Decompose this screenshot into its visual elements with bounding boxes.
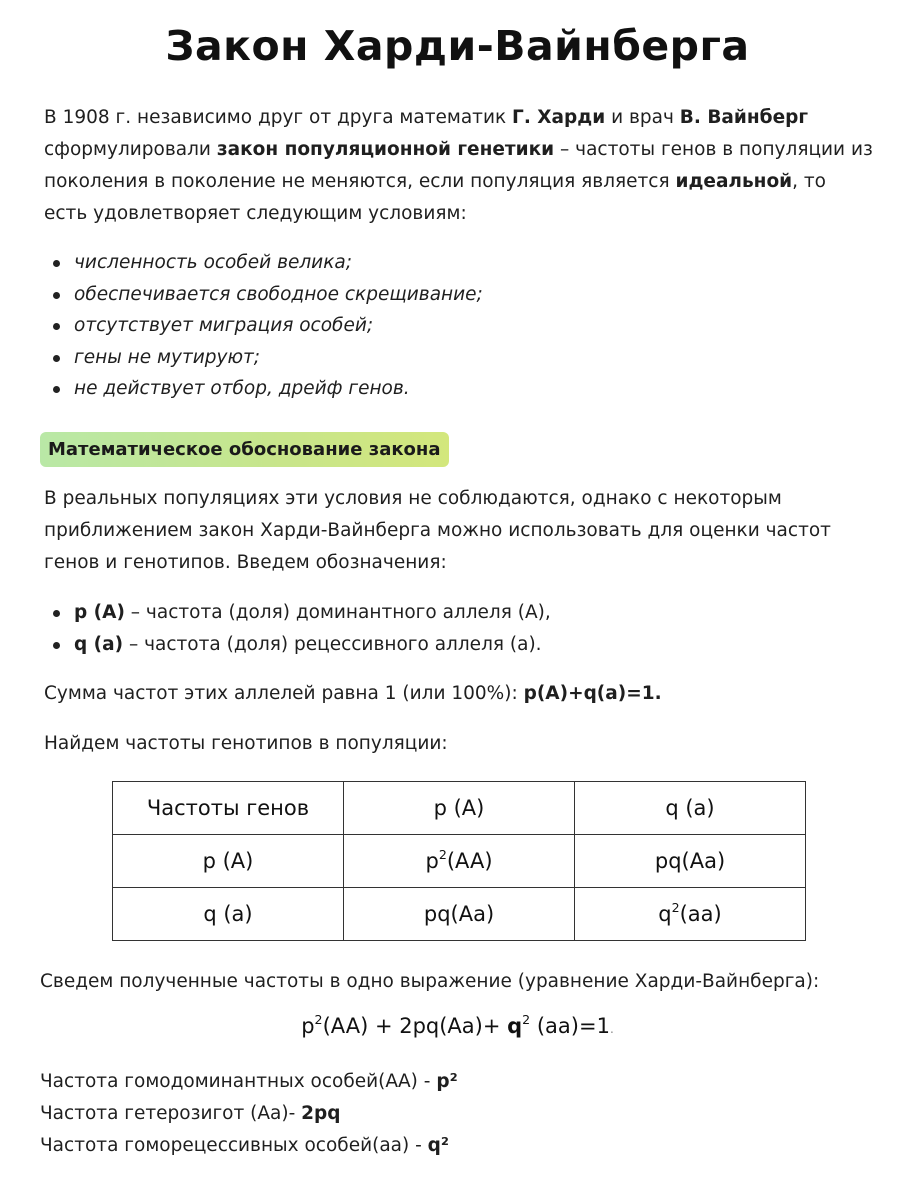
cell-base: p bbox=[425, 849, 439, 873]
sum-formula: p(A)+q(a)=1. bbox=[523, 683, 662, 704]
notation-list bbox=[44, 597, 551, 660]
cell-base: q bbox=[658, 902, 672, 926]
notation-symbol: p (A) bbox=[74, 602, 125, 623]
cell-superscript: 2 bbox=[438, 847, 447, 863]
frequency-text: Частота гоморецессивных особей(аа) - bbox=[40, 1135, 428, 1156]
table-cell: Частоты генов bbox=[113, 782, 344, 835]
heterozygote-frequency bbox=[40, 1098, 341, 1130]
intro-text: сформулировали bbox=[44, 139, 217, 160]
intro-bold-weinberg: В. Вайнберг bbox=[679, 107, 809, 128]
notation-text: – частота (доля) доминантного аллеля (А), bbox=[124, 602, 551, 623]
cell-genotype: (AA) bbox=[446, 849, 493, 873]
intro-text: , то есть удовлетворяет следующим условиям: bbox=[44, 171, 826, 224]
hardy-weinberg-equation bbox=[0, 1014, 915, 1038]
list-item: численность особей велика; bbox=[44, 247, 483, 279]
table-cell: q (a) bbox=[113, 888, 344, 941]
frequency-formula: p² bbox=[436, 1071, 458, 1092]
table-cell bbox=[575, 888, 806, 941]
table-cell: p (A) bbox=[344, 782, 575, 835]
list-item: не действует отбор, дрейф генов. bbox=[44, 373, 483, 405]
table-cell: p (A) bbox=[113, 835, 344, 888]
table-cell bbox=[344, 835, 575, 888]
sum-text: Сумма частот этих аллелей равна 1 (или 100%): bbox=[44, 683, 524, 704]
equation-superscript: 2 bbox=[522, 1012, 531, 1028]
intro-text: – частоты генов в популяции из поколения в поколение не меняются, если популяция является bbox=[44, 139, 873, 192]
frequency-text: Частота гетерозигот (Аа)- bbox=[40, 1103, 302, 1124]
equation-middle: (AA) + 2pq(Aa)+ bbox=[322, 1014, 508, 1038]
cell-genotype: (aa) bbox=[679, 902, 722, 926]
frequency-text: Частота гомодоминантных особей(АА) - bbox=[40, 1071, 437, 1092]
reality-paragraph: В реальных популяциях эти условия не соблюдаются, однако с некоторым приближением закон Харди-Вайнберга можно использовать для оценки частот генов и генотипов. Введем обозначения: bbox=[44, 488, 831, 573]
equation-p: p bbox=[301, 1014, 315, 1038]
homodominant-frequency bbox=[40, 1066, 458, 1098]
section-heading: Математическое обоснование закона bbox=[40, 432, 449, 467]
equation-end: (aa)=1 bbox=[530, 1014, 610, 1038]
list-item bbox=[44, 629, 551, 661]
table-cell: pq(Aa) bbox=[575, 835, 806, 888]
summary-line: Сведем полученные частоты в одно выражение (уравнение Харди-Вайнберга): bbox=[40, 971, 820, 992]
table-cell: q (a) bbox=[575, 782, 806, 835]
table-row bbox=[113, 782, 806, 835]
intro-paragraph bbox=[44, 102, 874, 230]
conditions-list bbox=[44, 247, 483, 405]
frequency-formula: 2pq bbox=[301, 1103, 341, 1124]
list-item bbox=[44, 597, 551, 629]
equation-dot: . bbox=[609, 1022, 614, 1036]
notation-text: – частота (доля) рецессивного аллеля (а). bbox=[123, 633, 542, 655]
intro-bold-hardy: Г. Харди bbox=[512, 107, 606, 128]
genotype-frequency-table bbox=[112, 781, 806, 941]
sum-line bbox=[44, 678, 874, 710]
equation-q: q bbox=[507, 1014, 523, 1038]
table-row bbox=[113, 835, 806, 888]
intro-text: В 1908 г. независимо друг от друга математик bbox=[44, 107, 513, 128]
page-title: Закон Харди-Вайнберга bbox=[165, 22, 750, 70]
homorecessive-frequency bbox=[40, 1130, 449, 1162]
intro-text: и врач bbox=[605, 107, 680, 128]
list-item: обеспечивается свободное скрещивание; bbox=[44, 279, 483, 311]
frequency-formula: q² bbox=[427, 1135, 450, 1156]
table-row bbox=[113, 888, 806, 941]
intro-bold-law: закон популяционной генетики bbox=[216, 139, 555, 160]
equation-superscript: 2 bbox=[314, 1012, 323, 1028]
intro-bold-ideal: идеальной bbox=[675, 171, 793, 192]
list-item: отсутствует миграция особей; bbox=[44, 310, 483, 342]
find-line: Найдем частоты генотипов в популяции: bbox=[44, 733, 448, 754]
cell-superscript: 2 bbox=[671, 900, 680, 916]
notation-symbol: q (a) bbox=[74, 633, 124, 655]
table-cell: pq(Aa) bbox=[344, 888, 575, 941]
list-item: гены не мутируют; bbox=[44, 342, 483, 374]
